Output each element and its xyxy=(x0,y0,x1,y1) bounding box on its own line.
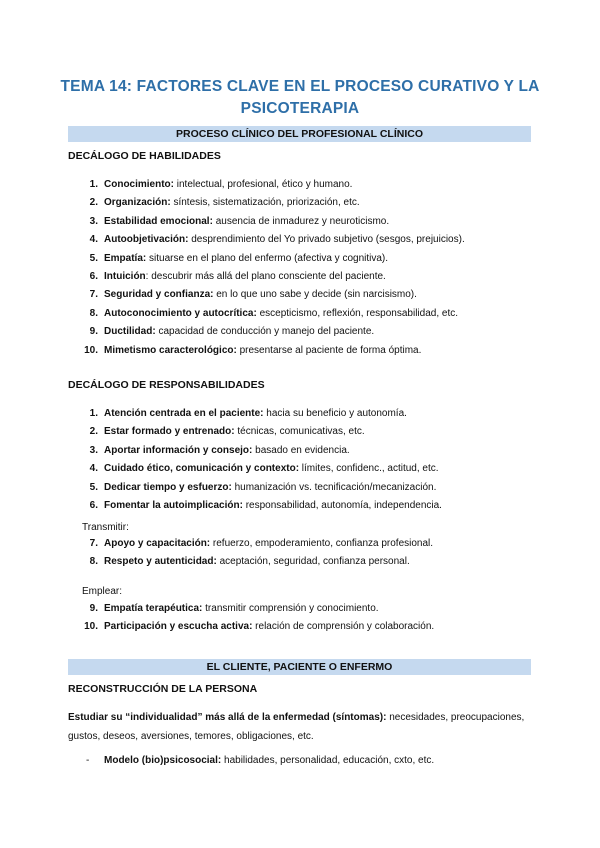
list-item: 2. Organización: síntesis, sistematización, priorización, etc. xyxy=(89,197,360,209)
heading-decalogo-responsabilidades: DECÁLOGO DE RESPONSABILIDADES xyxy=(68,379,265,391)
heading-decalogo-habilidades: DECÁLOGO DE HABILIDADES xyxy=(68,150,221,162)
list-item: 6. Fomentar la autoimplicación: responsabilidad, autonomía, independencia. xyxy=(89,500,442,512)
list-item: 3. Aportar información y consejo: basado en evidencia. xyxy=(89,444,350,456)
section-bar-proceso-clinico: PROCESO CLÍNICO DEL PROFESIONAL CLÍNICO xyxy=(68,126,531,142)
list-item: 1. Atención centrada en el paciente: hacia su beneficio y autonomía. xyxy=(89,408,407,419)
list-responsabilidades xyxy=(68,405,538,515)
title-line-1: TEMA 14: FACTORES CLAVE EN EL PROCESO CURATIVO Y LA xyxy=(60,78,540,95)
label-emplear: Emplear: xyxy=(82,586,123,597)
list-item: 7. Apoyo y capacitación: refuerzo, empoderamiento, confianza profesional. xyxy=(89,538,434,549)
list-item: 5. Empatía: situarse en el plano del enfermo (afectiva y cognitiva). xyxy=(89,252,389,264)
list-item: 6. Intuición: descubrir más allá del plano consciente del paciente. xyxy=(89,271,386,283)
list-transmitir xyxy=(68,535,538,572)
list-item: 8. Respeto y autenticidad: aceptación, seguridad, confianza personal. xyxy=(89,556,410,568)
list-item: 9. Empatía terapéutica: transmitir comprensión y conocimiento. xyxy=(89,603,379,614)
list-item: 10. Mimetismo caracterológico: presentarse al paciente de forma óptima. xyxy=(84,344,422,356)
list-item: 9. Ductilidad: capacidad de conducción y manejo del paciente. xyxy=(89,326,375,338)
heading-reconstruccion: RECONSTRUCCIÓN DE LA PERSONA xyxy=(68,683,258,695)
list-emplear xyxy=(68,600,538,637)
list-item: 4. Cuidado ético, comunicación y contexto: límites, confidenc., actitud, etc. xyxy=(89,463,439,475)
dash-bullet: - xyxy=(86,755,90,766)
list-item: 7. Seguridad y confianza: en lo que uno sabe y decide (sin narcisismo). xyxy=(89,289,417,301)
list-item: 1. Conocimiento: intelectual, profesional, ético y humano. xyxy=(89,179,353,190)
title-line-2: PSICOTERAPIA xyxy=(240,100,360,117)
label-transmitir: Transmitir: xyxy=(82,522,129,533)
paragraph-individualidad: Estudiar su “individualidad” más allá de la enfermedad (síntomas): necesidades, preocupaciones, gustos, deseos, aversiones, temores, obligaciones, etc. xyxy=(68,712,525,742)
list-item: 3. Estabilidad emocional: ausencia de inmadurez y neuroticismo. xyxy=(89,215,390,227)
section-bar-cliente: EL CLIENTE, PACIENTE O ENFERMO xyxy=(68,659,531,675)
list-item: 8. Autoconocimiento y autocrítica: escepticismo, reflexión, responsabilidad, etc. xyxy=(89,307,459,319)
list-item: 10. Participación y escucha activa: relación de comprensión y colaboración. xyxy=(84,621,435,633)
document-title xyxy=(60,76,540,120)
bullet-modelo-biopsicosocial: Modelo (bio)psicosocial: habilidades, personalidad, educación, cxto, etc. xyxy=(104,755,435,766)
list-habilidades xyxy=(68,176,538,360)
list-item: 2. Estar formado y entrenado: técnicas, comunicativas, etc. xyxy=(89,426,365,438)
list-item: 5. Dedicar tiempo y esfuerzo: humanización vs. tecnificación/mecanización. xyxy=(89,481,437,493)
list-item: 4. Autoobjetivación: desprendimiento del Yo privado subjetivo (sesgos, prejuicios). xyxy=(89,234,465,246)
